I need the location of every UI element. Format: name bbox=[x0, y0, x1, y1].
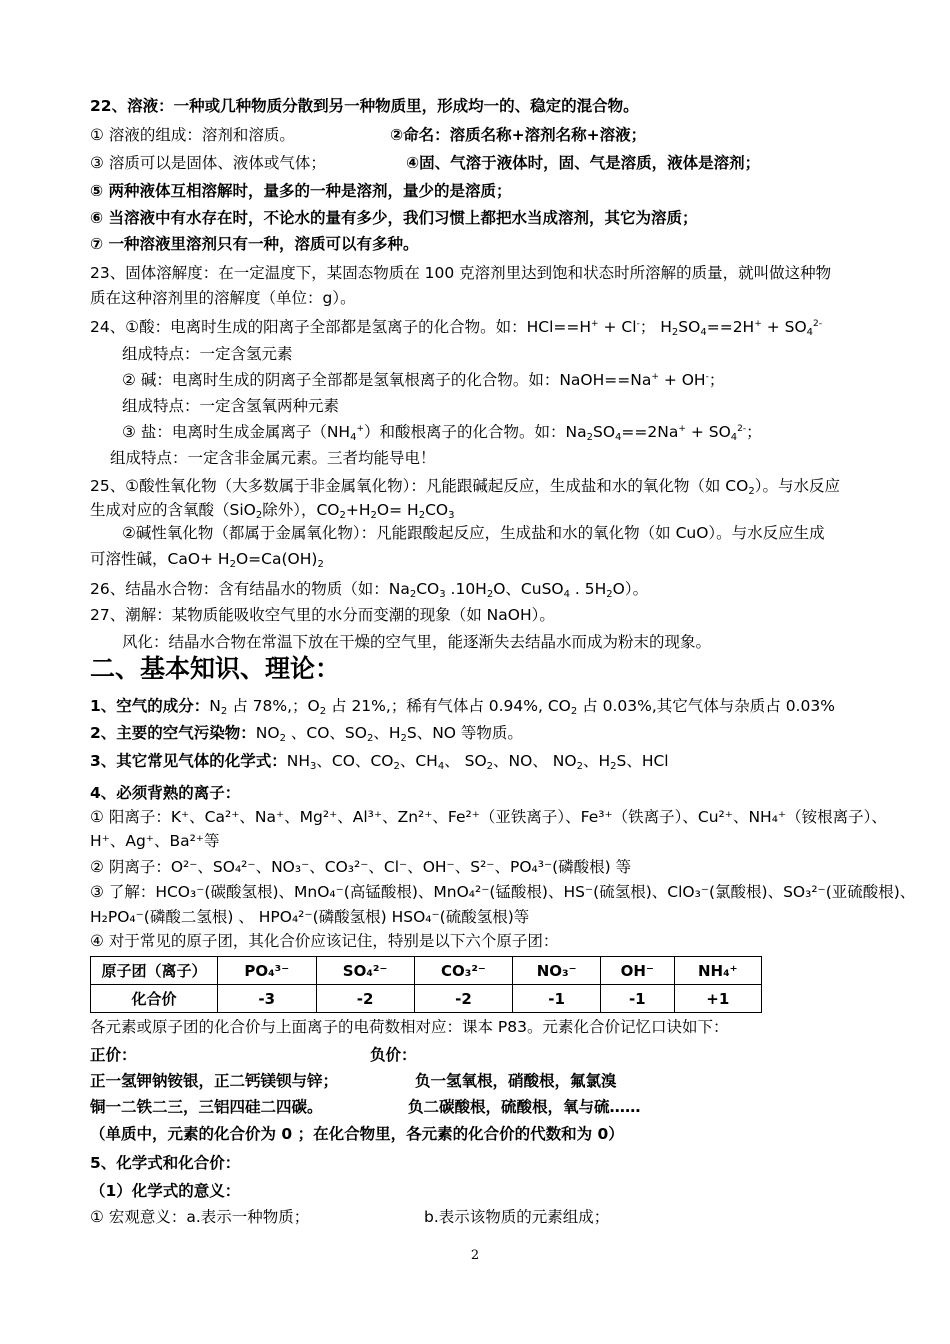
text: 可溶性碱，CaO+ H bbox=[90, 550, 230, 568]
negative-label: 负价： bbox=[370, 1046, 417, 1064]
text-right: ②命名：溶质名称+溶剂名称+溶液； bbox=[390, 126, 647, 144]
knowledge-4-anions: ② 阴离子：O²⁻、SO₄²⁻、NO₃⁻、CO₃²⁻、Cl⁻、OH⁻、S²⁻、PO₄³⁻(磷酸根) 等 bbox=[90, 858, 632, 876]
text-right: ④固、气溶于液体时，固、气是溶质，液体是溶剂； bbox=[406, 154, 761, 172]
positive-rhyme: 铜一二铁二三，三铝四硅二四碳。 bbox=[90, 1098, 323, 1116]
text: ）和酸根离子的化合物。如：Na bbox=[364, 423, 587, 441]
text: ③ 盐：电离时生成金属离子（NH bbox=[122, 423, 351, 441]
table-cell: NH₄⁺ bbox=[674, 957, 761, 985]
text: 3、其它常见气体的化学式： bbox=[90, 752, 287, 770]
valence-rhyme-1 bbox=[90, 1070, 880, 1092]
knowledge-3: 3、其它常见气体的化学式：$NH_3$、CO、$CO_2$、$CH_4$、 $SO_2$、NO、 $NO_2$、$H_2S$、HCl bbox=[90, 752, 669, 772]
table-cell: -2 bbox=[414, 985, 513, 1013]
item-22-multi-solute: ⑦ 一种溶液里溶剂只有一种，溶质可以有多种。 bbox=[90, 235, 419, 253]
item-22: 22、溶液：一种或几种物质分散到另一种物质里，形成均一的、稳定的混合物。 bbox=[90, 97, 639, 115]
text: ==2Na bbox=[621, 423, 679, 441]
text-left: ③ 溶质可以是固体、液体或气体； bbox=[90, 154, 326, 172]
item-25-acidic-oxide: 25、①酸性氧化物（大多数属于非金属氧化物）：凡能跟碱起反应，生成盐和水的氧化物（如 $CO_2$）。与水反应 bbox=[90, 477, 840, 497]
item-27-efflorescence: 风化：结晶水合物在常温下放在干燥的空气里，能逐渐失去结晶水而成为粉末的现象。 bbox=[122, 633, 712, 651]
knowledge-2: 2、主要的空气污染物：$NO_2$ 、CO、$SO_2$、$H_2S$、NO 等物质。 bbox=[90, 724, 523, 744]
valence-rhyme-2 bbox=[90, 1096, 880, 1118]
knowledge-4-extra: ③ 了解：HCO₃⁻(碳酸氢根)、MnO₄⁻(高锰酸根)、MnO₄²⁻(锰酸根)、HS⁻(硫氢根)、ClO₃⁻(氯酸根)、SO₃²⁻(亚硫酸根)、 bbox=[90, 883, 916, 901]
knowledge-5-macro bbox=[90, 1206, 880, 1228]
table-cell: CO₃²⁻ bbox=[414, 957, 513, 985]
text: .10H bbox=[445, 580, 487, 598]
item-24-base-feature: 组成特点：一定含氢氧两种元素 bbox=[122, 397, 340, 415]
valence-table bbox=[90, 956, 762, 1013]
item-24-salt: ③ 盐：电离时生成金属离子$(NH_4^+)$和酸根离子的化合物。如：$Na_2SO_4==2Na^+ + SO_4^{2-}$； bbox=[122, 423, 762, 443]
knowledge-4-cations: ① 阳离子：K⁺、Ca²⁺、Na⁺、Mg²⁺、Al³⁺、Zn²⁺、Fe²⁺（亚铁离子）、Fe³⁺（铁离子）、Cu²⁺、NH₄⁺（铵根离子）、 bbox=[90, 808, 887, 826]
item-22-two-liquids: ⑤ 两种液体互相溶解时，量多的一种是溶剂，量少的是溶质； bbox=[90, 182, 512, 200]
table-cell: -2 bbox=[316, 985, 414, 1013]
text-left: ① 溶液的组成：溶剂和溶质。 bbox=[90, 126, 295, 144]
item-24-acid-feature: 组成特点：一定含氢元素 bbox=[122, 345, 293, 363]
table-cell: PO₄³⁻ bbox=[218, 957, 317, 985]
text-right: b.表示该物质的元素组成； bbox=[424, 1208, 610, 1226]
section-heading: 二、基本知识、理论： bbox=[90, 654, 341, 683]
knowledge-4-extra-2: H₂PO₄⁻(磷酸二氢根) 、 HPO₄²⁻(磷酸氢根) HSO₄⁻(硫酸氢根)等 bbox=[90, 908, 530, 926]
text: ）。与水反应 bbox=[754, 477, 840, 495]
text: ； bbox=[746, 423, 762, 441]
negative-rhyme: 负二碳酸根，硫酸根，氧与硫…… bbox=[408, 1098, 641, 1116]
valence-labels bbox=[90, 1044, 880, 1066]
text: +H bbox=[345, 501, 371, 519]
item-23-line2: 质在这种溶剂里的溶解度（单位：g）。 bbox=[90, 289, 356, 307]
text: CO bbox=[416, 580, 440, 598]
item-26: 26、结晶水合物：含有结晶水的物质（如：$Na_2CO_3$ $.10H_2O$、CuSO$_4$ . $5H_2O$）。 bbox=[90, 580, 649, 600]
positive-rhyme: 正一氢钾钠铵银，正二钙镁钡与锌； bbox=[90, 1072, 339, 1090]
table-cell: -1 bbox=[513, 985, 601, 1013]
page-number: 2 bbox=[470, 1248, 480, 1263]
positive-label: 正价： bbox=[90, 1046, 137, 1064]
table-cell: +1 bbox=[674, 985, 761, 1013]
text: O=Ca(OH) bbox=[235, 550, 318, 568]
text: 生成对应的含氧酸（SiO bbox=[90, 501, 256, 519]
item-24-acid: 24、①酸：电离时生成的阳离子全部都是氢离子的化合物。如：HCl==H+ + Cl-； $H_2SO_4==2H^+ + SO_4^{2-}$ bbox=[90, 318, 823, 338]
negative-rhyme: 负一氢氧根，硝酸根，氟氯溴 bbox=[415, 1072, 617, 1090]
item-27: 27、潮解：某物质能吸收空气里的水分而变潮的现象（如 NaOH）。 bbox=[90, 606, 555, 624]
knowledge-4-groups: ④ 对于常见的原子团，其化合价应该记住，特别是以下六个原子团： bbox=[90, 932, 559, 950]
text-left: ① 宏观意义：a.表示一种物质； bbox=[90, 1208, 310, 1226]
table-cell: -1 bbox=[600, 985, 674, 1013]
item-22-water: ⑥ 当溶液中有水存在时，不论水的量有多少，我们习惯上都把水当成溶剂，其它为溶质； bbox=[90, 209, 698, 227]
text: 26、结晶水合物：含有结晶水的物质（如：Na bbox=[90, 580, 410, 598]
text: ② 碱：电离时生成的阴离子全部都是氢氧根离子的化合物。如：NaOH==Na bbox=[122, 371, 652, 389]
item-22-solute bbox=[90, 152, 880, 174]
knowledge-1: 1、空气的成分：$N_2$ 占 78%,；$O_2$ 占 21%,；稀有气体占 0.94%, $CO_2$ 占 0.03%,其它气体与杂质占 0.03% bbox=[90, 697, 835, 717]
item-23-line1: 23、固体溶解度：在一定温度下，某固态物质在 100 克溶剂里达到饱和状态时所溶解的质量，就叫做这种物 bbox=[90, 264, 832, 282]
valence-rule: （单质中，元素的化合价为 0 ；在化合物里，各元素的化合价的代数和为 0） bbox=[90, 1125, 624, 1143]
text: . 5H bbox=[569, 580, 607, 598]
text: ==2H bbox=[706, 318, 755, 336]
table-cell: OH⁻ bbox=[600, 957, 674, 985]
table-cell: 原子团（离子） bbox=[91, 957, 218, 985]
text: 24、①酸：电离时生成的阳离子全部都是氢离子的化合物。如：HCl==H bbox=[90, 318, 592, 336]
table-row bbox=[91, 957, 762, 985]
text: SO bbox=[592, 423, 616, 441]
table-cell: NO₃⁻ bbox=[513, 957, 601, 985]
item-24-base: ② 碱：电离时生成的阴离子全部都是氢氧根离子的化合物。如：NaOH==Na+ + OH-； bbox=[122, 371, 725, 389]
text: 除外），CO bbox=[262, 501, 340, 519]
text: + Cl bbox=[598, 318, 637, 336]
knowledge-4: 4、必须背熟的离子： bbox=[90, 784, 241, 802]
text: O= H bbox=[376, 501, 419, 519]
knowledge-5: 5、化学式和化合价： bbox=[90, 1154, 241, 1172]
text: + SO bbox=[685, 423, 731, 441]
text: ； H bbox=[639, 318, 672, 336]
text: + SO bbox=[761, 318, 807, 336]
text: 25、①酸性氧化物（大多数属于非金属氧化物）：凡能跟碱起反应，生成盐和水的氧化物（如 CO bbox=[90, 477, 749, 495]
knowledge-4-cations-2: H⁺、Ag⁺、Ba²⁺等 bbox=[90, 832, 220, 850]
text: O）。 bbox=[612, 580, 649, 598]
text: + OH bbox=[658, 371, 706, 389]
text: CO bbox=[425, 501, 449, 519]
knowledge-5-1: （1）化学式的意义： bbox=[90, 1182, 241, 1200]
item-22-composition bbox=[90, 124, 880, 146]
valence-note: 各元素或原子团的化合价与上面离子的电荷数相对应：课本 P83。元素化合价记忆口诀如下： bbox=[90, 1018, 729, 1036]
text: 1、空气的成分： bbox=[90, 697, 210, 715]
item-24-salt-feature: 组成特点：一定含非金属元素。三者均能导电！ bbox=[110, 449, 436, 467]
table-cell: 化合价 bbox=[91, 985, 218, 1013]
item-25-acidic-oxide-2: 生成对应的含氧酸（SiO$_2$除外），$CO_2+H_2O= H_2CO_3$ bbox=[90, 501, 455, 521]
table-cell: SO₄²⁻ bbox=[316, 957, 414, 985]
table-cell: -3 bbox=[218, 985, 317, 1013]
item-25-basic-oxide-2: 可溶性碱，$CaO+ H_2O=Ca(OH)_2$ bbox=[90, 550, 324, 570]
text: O、CuSO bbox=[493, 580, 564, 598]
text: ； bbox=[708, 371, 725, 389]
table-row bbox=[91, 985, 762, 1013]
item-25-basic-oxide: ②碱性氧化物（都属于金属氧化物）：凡能跟酸起反应，生成盐和水的氧化物（如 CuO）。与水反应生成 bbox=[122, 524, 825, 542]
text: SO bbox=[678, 318, 701, 336]
text: 2、主要的空气污染物： bbox=[90, 724, 256, 742]
